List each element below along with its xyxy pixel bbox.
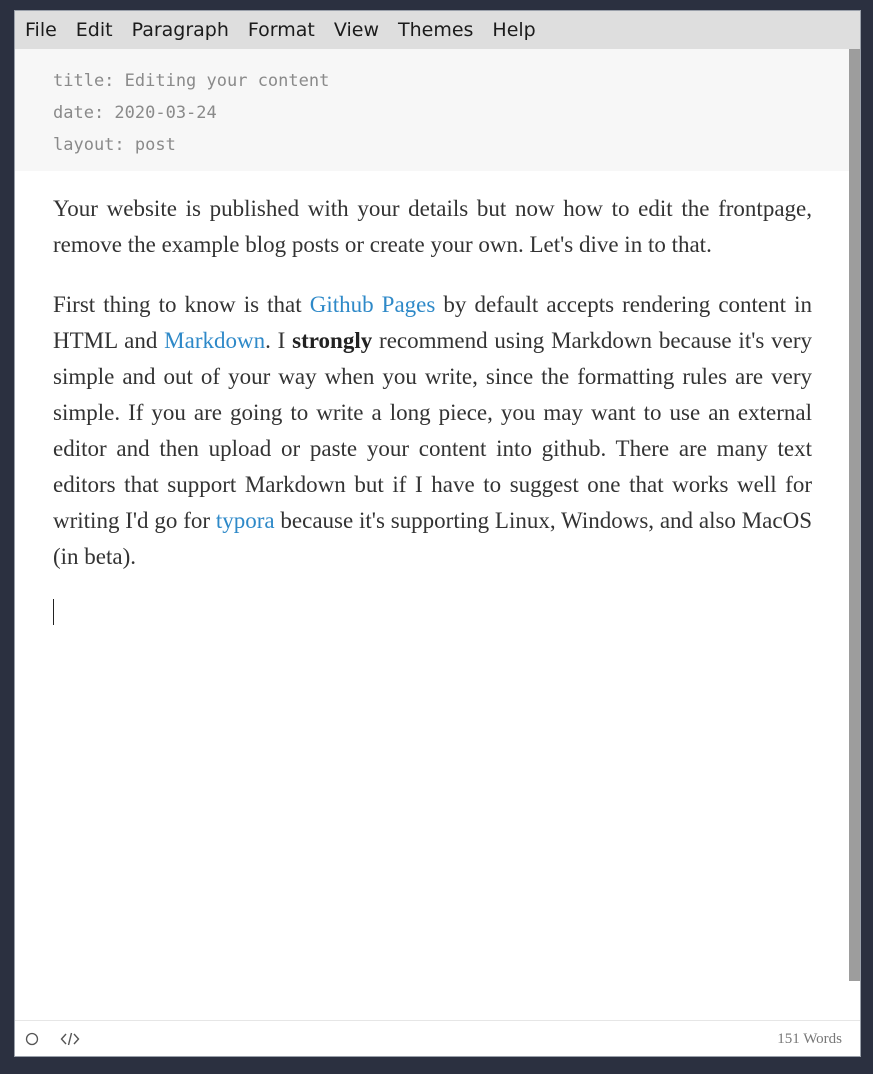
paragraph-1: Your website is published with your details but now how to edit the frontpage, remove the example blog posts or create your own. Let's dive in to that. [53, 196, 812, 257]
bold-strongly: strongly [292, 328, 373, 353]
front-matter-layout: layout: post [53, 135, 176, 155]
word-count[interactable]: 151 Words [777, 1031, 842, 1047]
paragraph-2-text-d: recommend using Markdown because it's very simple and out of your way when you write, since the formatting rules are very simple. If you are going to write a long piece, you may want to use an external editor and then upload or paste your content into github. There are many text editors that support Markdown but if I have to suggest one that works well for writing I'd go for [53, 328, 812, 533]
menu-format[interactable]: Format [247, 19, 315, 41]
menu-help[interactable]: Help [492, 19, 536, 41]
front-matter-block[interactable] [15, 49, 850, 171]
paragraph-2 [53, 287, 812, 575]
menu-bar [15, 11, 860, 49]
link-typora[interactable]: typora [215, 508, 275, 533]
circle-icon[interactable] [23, 1030, 41, 1048]
editor-area[interactable] [15, 49, 850, 1019]
menu-file[interactable]: File [25, 19, 57, 41]
paragraph-2-text-a: First thing to know is that [53, 292, 310, 317]
code-icon[interactable] [59, 1030, 81, 1048]
paragraph-2-text-b: by default accepts rendering content in HTML and [53, 292, 812, 353]
text-caret [53, 599, 54, 625]
menu-themes[interactable]: Themes [397, 19, 474, 41]
paragraph-2-text-c: . I [265, 328, 293, 353]
front-matter-date: date: 2020-03-24 [53, 103, 217, 123]
front-matter-title: title: Editing your content [53, 71, 330, 91]
menu-paragraph[interactable]: Paragraph [131, 19, 229, 41]
document-content[interactable] [15, 171, 850, 625]
paragraph-2-text-e: because it's supporting Linux, Windows, and also MacOS (in beta). [53, 508, 813, 569]
menu-edit[interactable]: Edit [75, 19, 113, 41]
menu-view[interactable]: View [333, 19, 379, 41]
link-markdown[interactable]: Markdown [164, 328, 266, 353]
editor-window [14, 10, 861, 1057]
vertical-scrollbar[interactable] [849, 49, 860, 981]
status-bar [15, 1020, 860, 1056]
link-github-pages[interactable]: Github Pages [309, 292, 436, 317]
